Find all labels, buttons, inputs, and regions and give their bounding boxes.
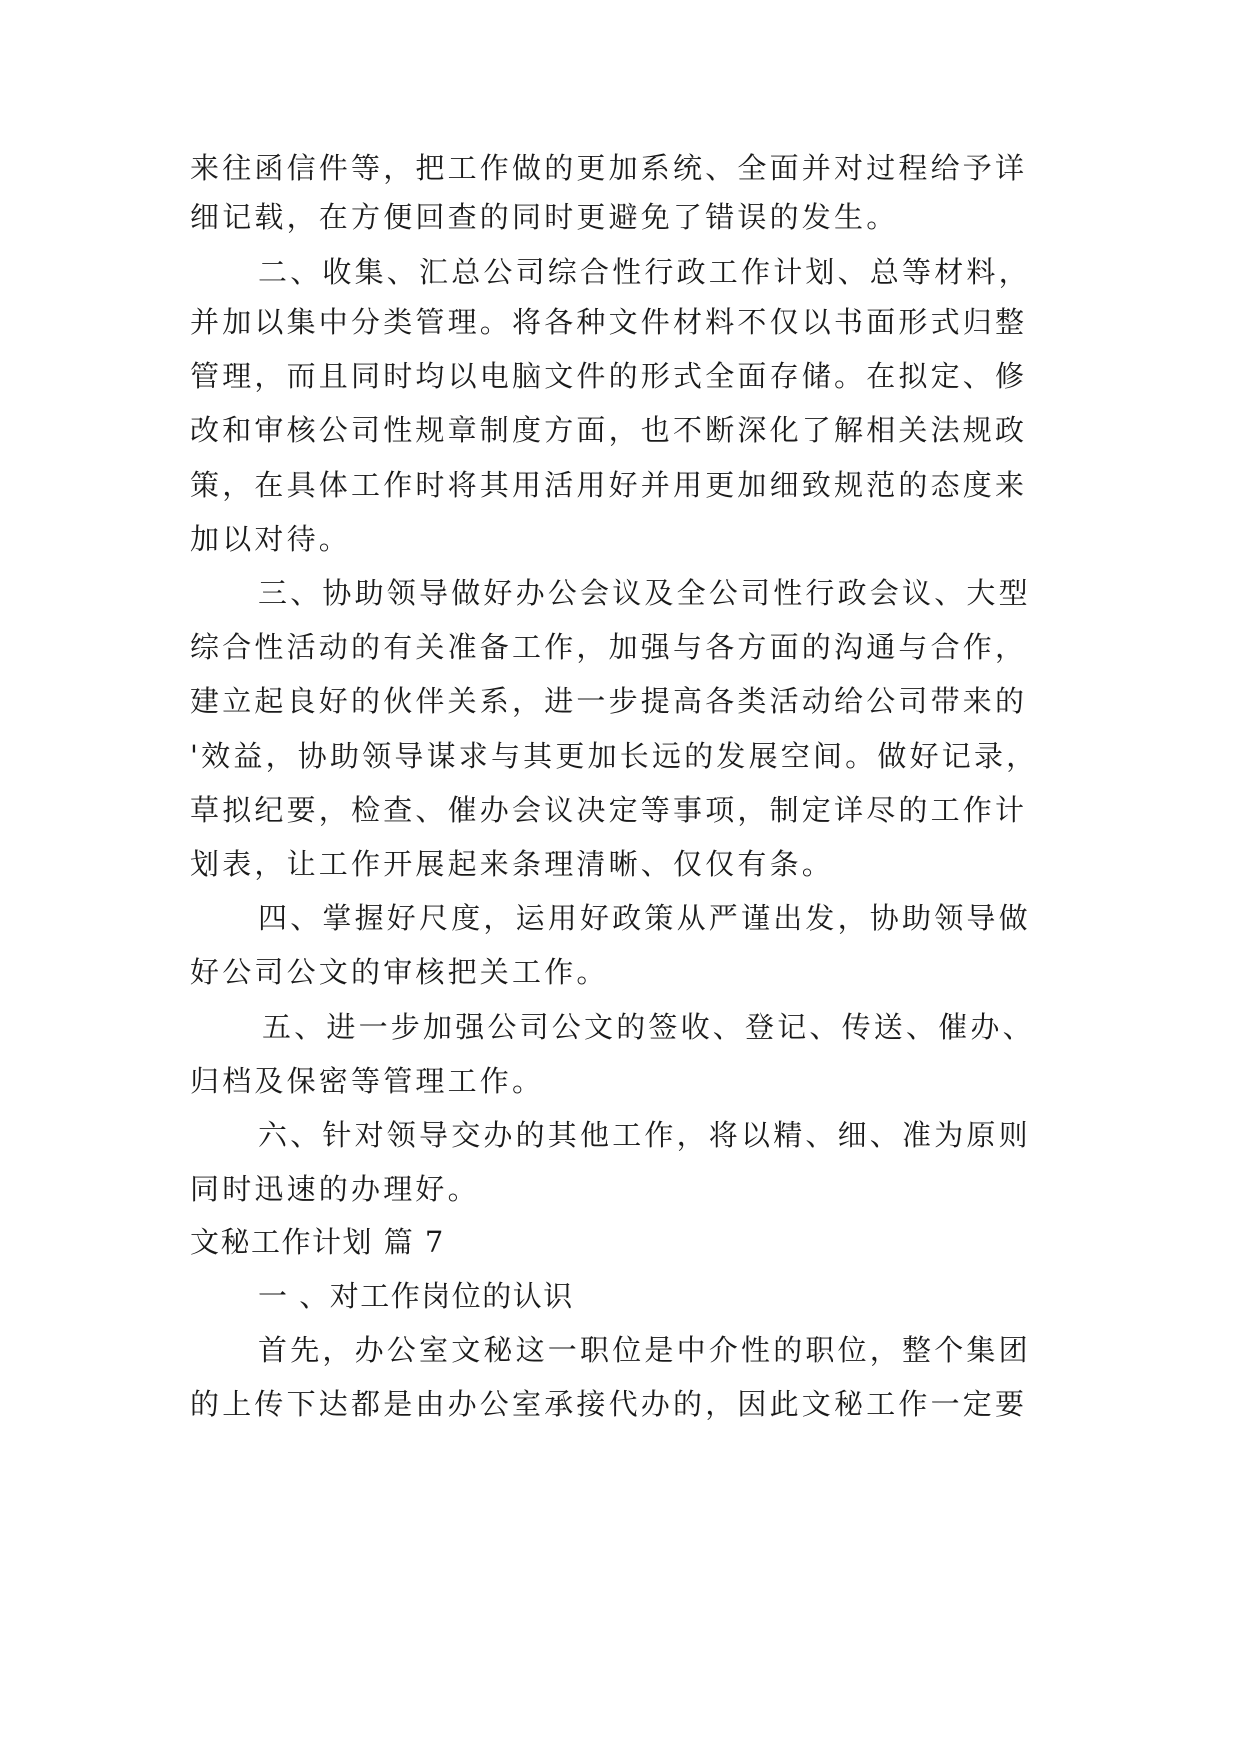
text-line: 细记载，在方便回查的同时更避免了错误的发生。: [190, 200, 899, 234]
text-line: 首先，办公室文秘这一职位是中介性的职位，整个集团: [258, 1333, 1031, 1367]
text-line: 管理，而且同时均以电脑文件的形式全面存储。在拟定、修: [190, 359, 1028, 393]
text-line: 划表，让工作开展起来条理清晰、仅仅有条。: [190, 847, 835, 881]
text-line: 五、进一步加强公司公文的签收、登记、传送、催办、: [262, 1010, 1035, 1044]
text-line: 草拟纪要，检查、催办会议决定等事项，制定详尽的工作计: [190, 793, 1028, 827]
text-line: 好公司公文的审核把关工作。: [190, 955, 609, 989]
text-line: 建立起良好的伙伴关系，进一步提高各类活动给公司带来的: [190, 684, 1028, 718]
text-line: 并加以集中分类管理。将各种文件材料不仅以书面形式归整: [190, 305, 1028, 339]
text-line: 归档及保密等管理工作。: [190, 1064, 545, 1098]
text-line: 策，在具体工作时将其用活用好并用更加细致规范的态度来: [190, 468, 1028, 502]
text-line: 六、针对领导交办的其他工作，将以精、细、准为原则: [258, 1118, 1031, 1152]
section-heading: 文秘工作计划 篇 7: [190, 1225, 445, 1259]
text-line: '效益，协助领导谋求与其更加长远的发展空间。做好记录，: [190, 739, 1039, 773]
text-line: 加以对待。: [190, 522, 352, 556]
subsection-heading: 一 、对工作岗位的认识: [258, 1279, 574, 1313]
text-line: 四、掌握好尺度，运用好政策从严谨出发，协助领导做: [258, 901, 1031, 935]
text-line: 改和审核公司性规章制度方面，也不断深化了解相关法规政: [190, 413, 1028, 447]
text-line: 二、收集、汇总公司综合性行政工作计划、总等材料，: [258, 255, 1031, 289]
text-line: 来往函信件等，把工作做的更加系统、全面并对过程给予详: [190, 151, 1028, 185]
text-line: 综合性活动的有关准备工作，加强与各方面的沟通与合作，: [190, 630, 1028, 664]
text-line: 同时迅速的办理好。: [190, 1172, 480, 1206]
text-line: 的上传下达都是由办公室承接代办的，因此文秘工作一定要: [190, 1387, 1028, 1421]
text-line: 三、协助领导做好办公会议及全公司性行政会议、大型: [258, 576, 1031, 610]
